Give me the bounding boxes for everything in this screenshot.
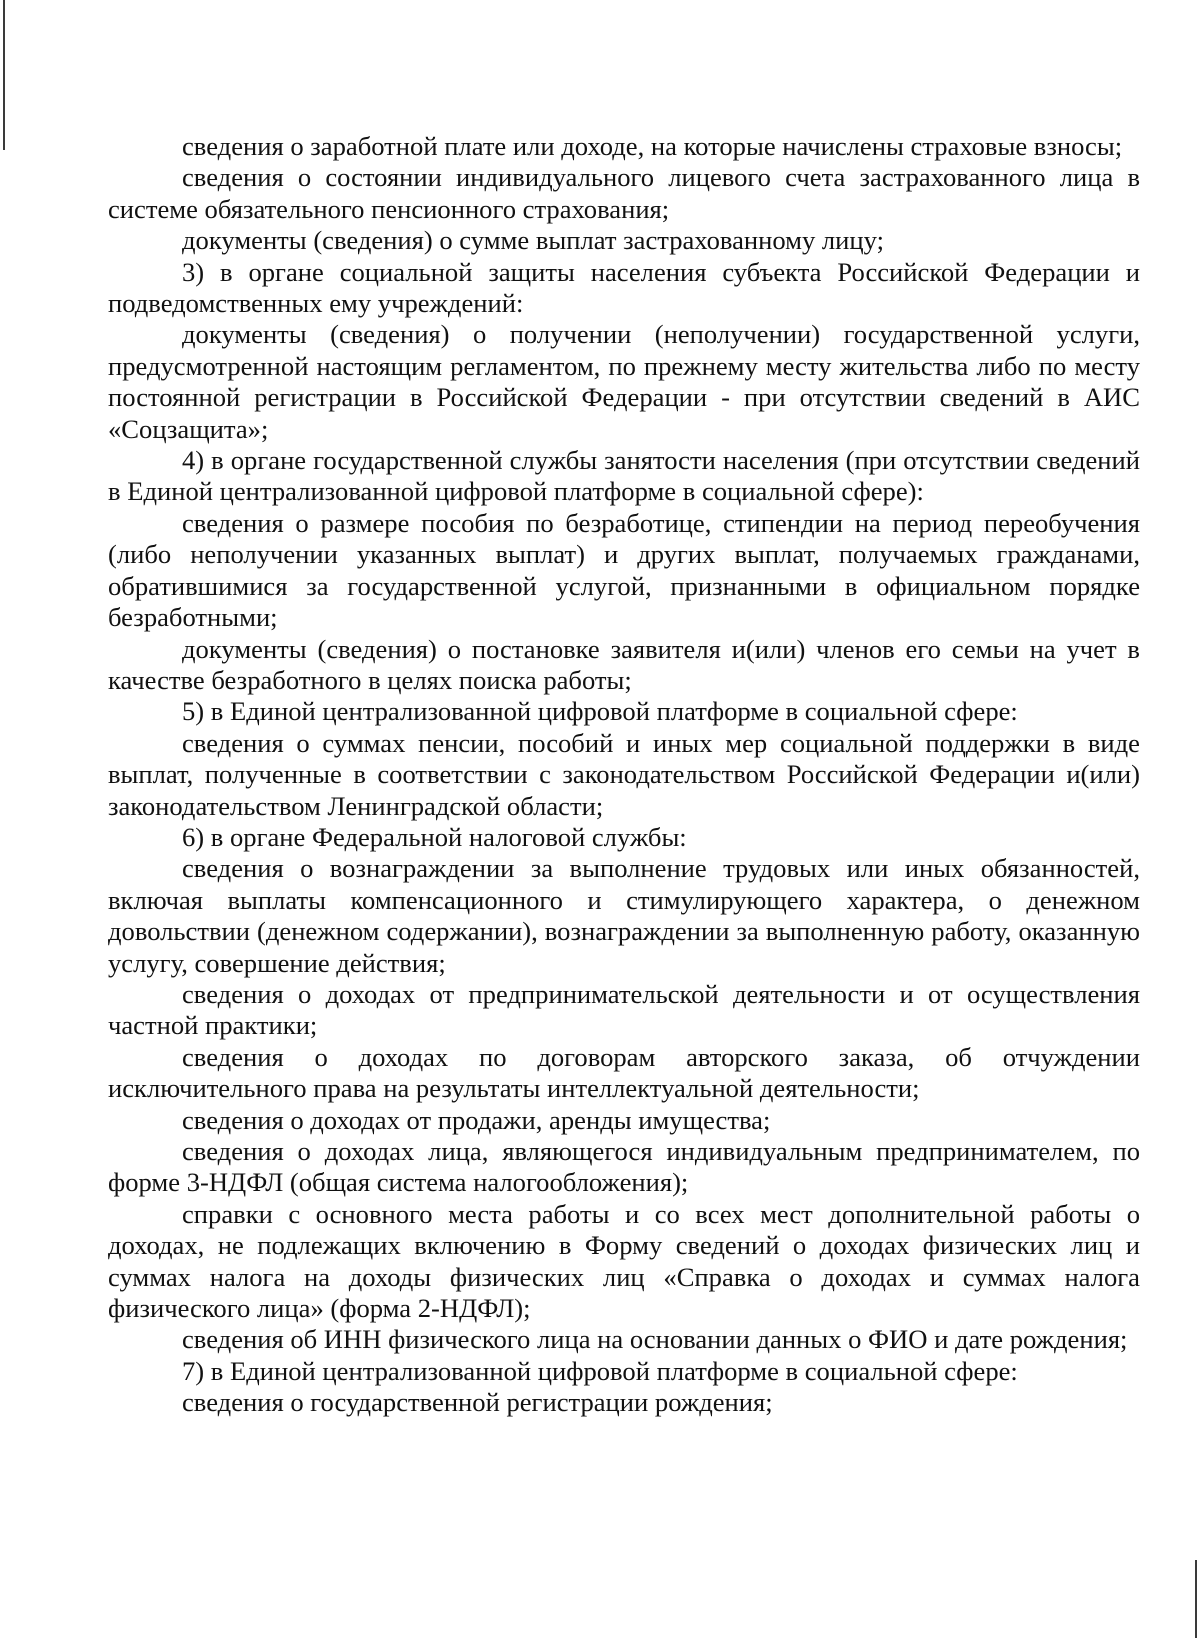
paragraph-business-income: сведения о доходах от предпринимательской деятельности и от осуществления частной практики; [108, 978, 1140, 1041]
paragraph-payment-amount: документы (сведения) о сумме выплат застрахованному лицу; [182, 225, 884, 256]
paragraph-item-3-social-protection: 3) в органе социальной защиты населения субъекта Российской Федерации и подведомственных ему учреждений: [108, 256, 1140, 319]
paragraph-service-receipt: документы (сведения) о получении (неполучении) государственной услуги, предусмотренной настоящим регламентом, по прежнему месту жительства либо по месту постоянной регистрации в Российской Федерации - при отсутствии сведений в АИС «Соцзащита»; [108, 319, 1140, 444]
paragraph-item-6-tax-service: 6) в органе Федеральной налоговой службы: [182, 821, 687, 852]
paragraph-birth-registration: сведения о государственной регистрации рождения; [182, 1387, 773, 1418]
paragraph-item-7-digital-platform: 7) в Единой централизованной цифровой платформе в социальной сфере: [182, 1355, 1018, 1386]
paragraph-copyright-income: сведения о доходах по договорам авторского заказа, об отчуждении исключительного права на результаты интеллектуальной деятельности; [108, 1041, 1140, 1104]
paragraph-item-4-employment-service: 4) в органе государственной службы занятости населения (при отсутствии сведений в Единой централизованной цифровой платформе в социальной сфере): [108, 445, 1140, 507]
paragraph-personal-account: сведения о состоянии индивидуального лицевого счета застрахованного лица в системе обязательного пенсионного страхования; [108, 162, 1140, 224]
paragraph-2-ndfl: справки с основного места работы и со всех мест дополнительной работы о доходах, не подлежащих включению в Форму сведений о доходах физических лиц и суммах налога на доходы физических лиц «Справка о доходах и суммах налога физического лица» (форма 2-НДФЛ); [108, 1198, 1140, 1324]
paragraph-3-ndfl: сведения о доходах лица, являющегося индивидуальным предпринимателем, по форме 3-НДФЛ (общая система налогообложения); [108, 1136, 1140, 1198]
paragraph-pension-amounts: сведения о суммах пенсии, пособий и иных мер социальной поддержки в виде выплат, полученные в соответствии с законодательством Российской Федерации и(или) законодательством Ленинградской области; [108, 727, 1140, 821]
paragraph-remuneration: сведения о вознаграждении за выполнение трудовых или иных обязанностей, включая выплаты компенсационного и стимулирующего характера, о денежном довольствии (денежном содержании), вознаграждении за выполненную работу, оказанную услугу, совершение действия; [108, 853, 1140, 978]
paragraph-item-5-digital-platform: 5) в Единой централизованной цифровой платформе в социальной сфере: [182, 696, 1018, 727]
paragraph-inn: сведения об ИНН физического лица на основании данных о ФИО и дате рождения; [182, 1324, 1128, 1355]
paragraph-salary-info: сведения о заработной плате или доходе, на которые начислены страховые взносы; [182, 131, 1123, 161]
paragraph-property-income: сведения о доходах от продажи, аренды имущества; [182, 1104, 771, 1135]
scan-edge-left [3, 0, 5, 150]
scan-edge-right [1195, 1560, 1197, 1638]
document-body [108, 131, 1140, 1419]
paragraph-unemployed-registration: документы (сведения) о постановке заявителя и(или) членов его семьи на учет в качестве безработного в целях поиска работы; [108, 633, 1140, 695]
paragraph-unemployment-benefit: сведения о размере пособия по безработице, стипендии на период переобучения (либо неполучении указанных выплат) и других выплат, получаемых гражданами, обратившимися за государственной услугой, признанными в официальном порядке безработными; [108, 507, 1140, 633]
